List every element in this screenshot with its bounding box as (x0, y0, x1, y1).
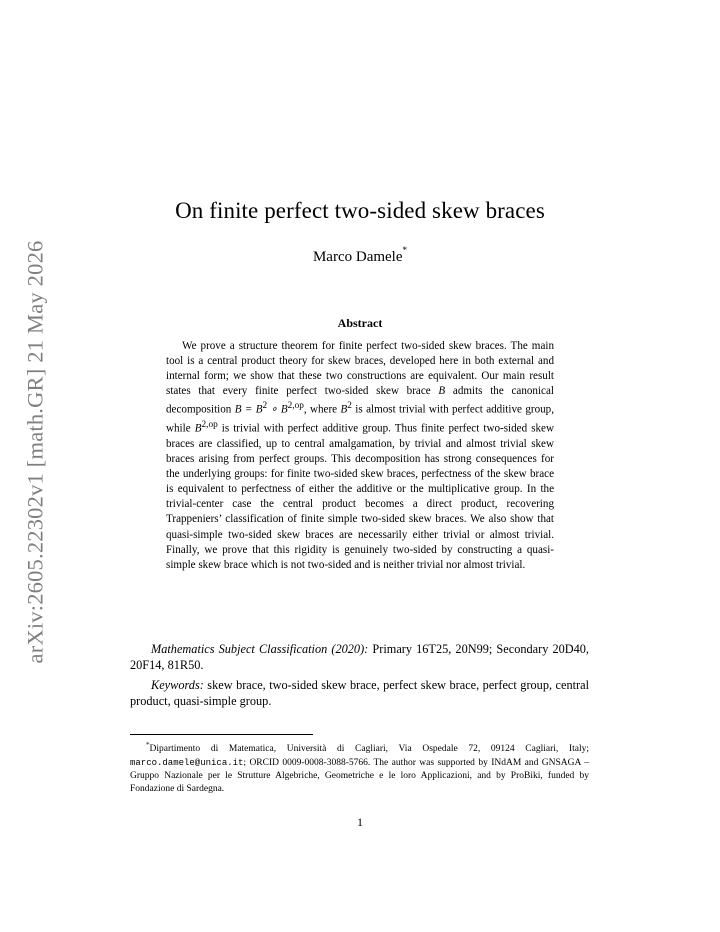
abstract-text-5: is trivial with perfect additive group. Thus finite perfect two-sided skew braces are classified, up to central amalgamation, by trivial and almost trivial skew braces arising from perfect groups. This decomposition has strong consequences for the underlying groups: for finite two-sided skew braces, perfectness of the skew brace is equivalent to perfectness of either the additive or the multiplicative group. In the trivial-center case the central product becomes a direct product, recovering Trappeniers’ classification of finite simple two-sided skew braces. We also show that quasi-simple two-sided skew braces are necessarily either trivial or almost trivial. Finally, we prove that this rigidity is genuinely two-sided by constructing a quasi-simple skew brace which is not two-sided and is neither trivial nor almost trivial. (166, 422, 554, 571)
msc-value: Primary 16T25, 20N99; Secondary 20D40, 20F14, 81R50. (130, 642, 590, 673)
abstract-text-2: admits the canonical decomposition (166, 385, 554, 417)
abstract-sup-2op-a: 2,op (287, 401, 304, 412)
page-number: 1 (357, 815, 363, 829)
abstract-text-3: , where (303, 404, 341, 417)
abstract-heading: Abstract (337, 316, 383, 330)
author-name: Marco Damele (312, 249, 403, 265)
arxiv-identifier-stamp (16, 240, 54, 664)
author-footnote (130, 739, 589, 797)
paper-title: On finite perfect two-sided skew braces (175, 198, 545, 223)
msc-label: Mathematics Subject Classification (2020): (151, 642, 369, 656)
arxiv-identifier-text: arXiv:2605.22302v1 [math.GR] 21 May 2026 (22, 240, 47, 664)
footnote-text-2: ; ORCID 0009-0008-3088-5766. The author was supported by INdAM and GNSAGA – Gruppo Nazionale per le Strutture Algebriche, Geometriche e le loro Applicazioni, and by ProBiki, funded by Fondazione di Sardegna. (130, 757, 589, 795)
abstract-body (166, 339, 554, 573)
footnote-text-1: Dipartimento di Matematica, Università di Cagliari, Via Ospedale 72, 09124 Cagliari, Italy; (149, 744, 589, 755)
abstract-formula-left: B = B (234, 404, 263, 417)
keywords (130, 677, 589, 709)
footnote-mark: * (146, 741, 150, 749)
keywords-value: skew brace, two-sided skew brace, perfect skew brace, perfect group, central product, quasi-simple group. (130, 678, 589, 709)
footnote-divider (130, 734, 313, 735)
author-line (0, 247, 720, 266)
keywords-label: Keywords: (151, 678, 204, 692)
abstract-sup-2b: 2 (347, 401, 352, 412)
abstract-text-1: We prove a structure theorem for finite perfect two-sided skew braces. The main tool is a central product theory for skew braces, developed here in both external and internal form; we show that these two constructions are equivalent. Our main result states that every finite perfect two-sided skew brace (166, 340, 554, 398)
msc-classification (130, 641, 589, 673)
abstract-sup-2a: 2 (262, 401, 268, 412)
abstract-formula-mid: ∘ B (267, 404, 288, 417)
abstract-var-b2: B (340, 404, 348, 417)
abstract-var-b: B (438, 385, 446, 398)
abstract-text-4: is almost trivial with perfect additive group, while (166, 404, 554, 435)
author-email-link[interactable]: marco.damele@unica.it (130, 757, 244, 768)
author-footnote-mark[interactable]: * (402, 245, 408, 255)
abstract-sup-2op-b: 2,op (201, 420, 218, 431)
abstract-var-b2op: B (194, 422, 202, 435)
